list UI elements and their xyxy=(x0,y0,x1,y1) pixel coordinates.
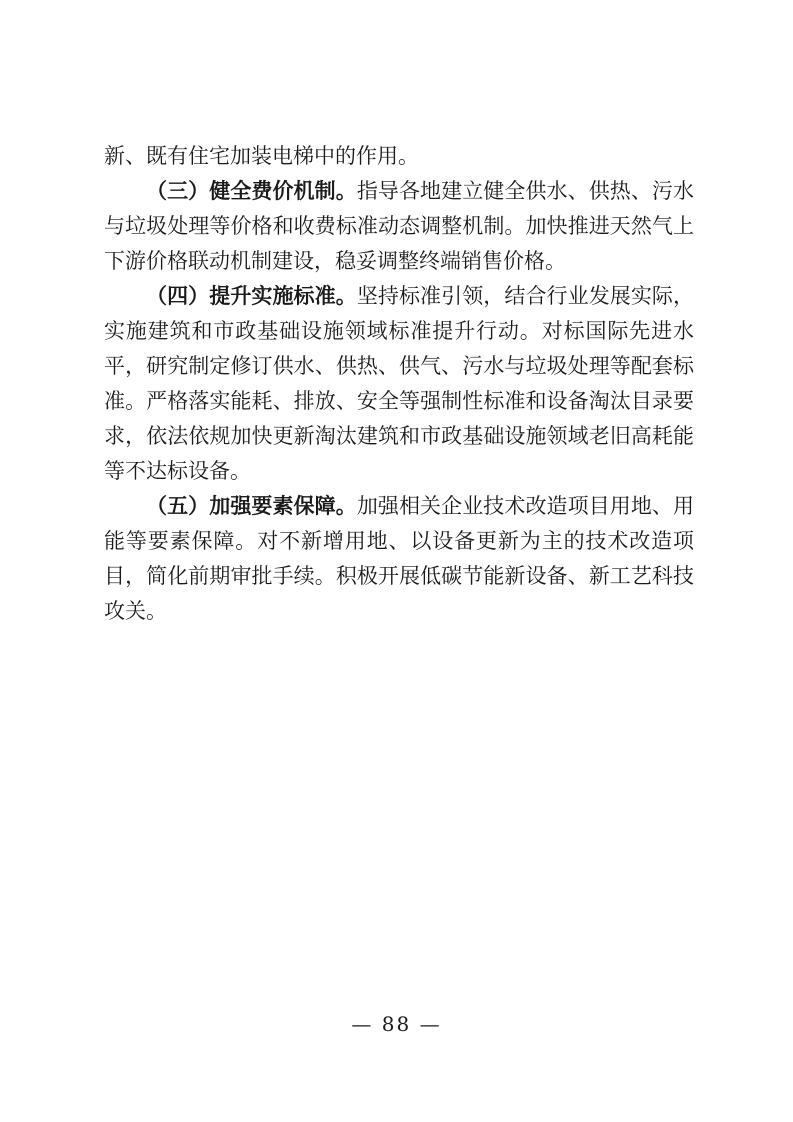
page-number: — 88 — xyxy=(351,1012,442,1036)
document-body xyxy=(104,139,694,629)
paragraph-text: 加强相关企业技术改造项目用地、用能等要素保障。对不新增用地、以设备更新为主的技术改造项目，简化前期审批手续。积极开展低碳节能新设备、新工艺科技攻关。 xyxy=(104,494,695,623)
paragraph-text: 新、既有住宅加装电梯中的作用。 xyxy=(104,144,419,168)
paragraph-text: 坚持标准引领，结合行业发展实际，实施建筑和市政基础设施领域标准提升行动。对标国际先进水平，研究制定修订供水、供热、供气、污水与垃圾处理等配套标准。严格落实能耗、排放、安全等强制性标准和设备淘汰目录要求，依法依规加快更新淘汰建筑和市政基础设施领域老旧高耗能等不达标设备。 xyxy=(104,284,695,483)
paragraph-factor-guarantee xyxy=(104,489,694,629)
paragraph-implementation-standards xyxy=(104,279,694,489)
section-heading: （四）提升实施标准。 xyxy=(146,284,357,308)
paragraph-fee-price-mechanism xyxy=(104,174,694,279)
paragraph-continuation xyxy=(104,139,694,174)
paragraph-text: 指导各地建立健全供水、供热、污水与垃圾处理等价格和收费标准动态调整机制。加快推进天然气上下游价格联动机制建设，稳妥调整终端销售价格。 xyxy=(104,179,695,273)
section-heading: （三）健全费价机制。 xyxy=(146,179,357,203)
section-heading: （五）加强要素保障。 xyxy=(146,494,357,518)
